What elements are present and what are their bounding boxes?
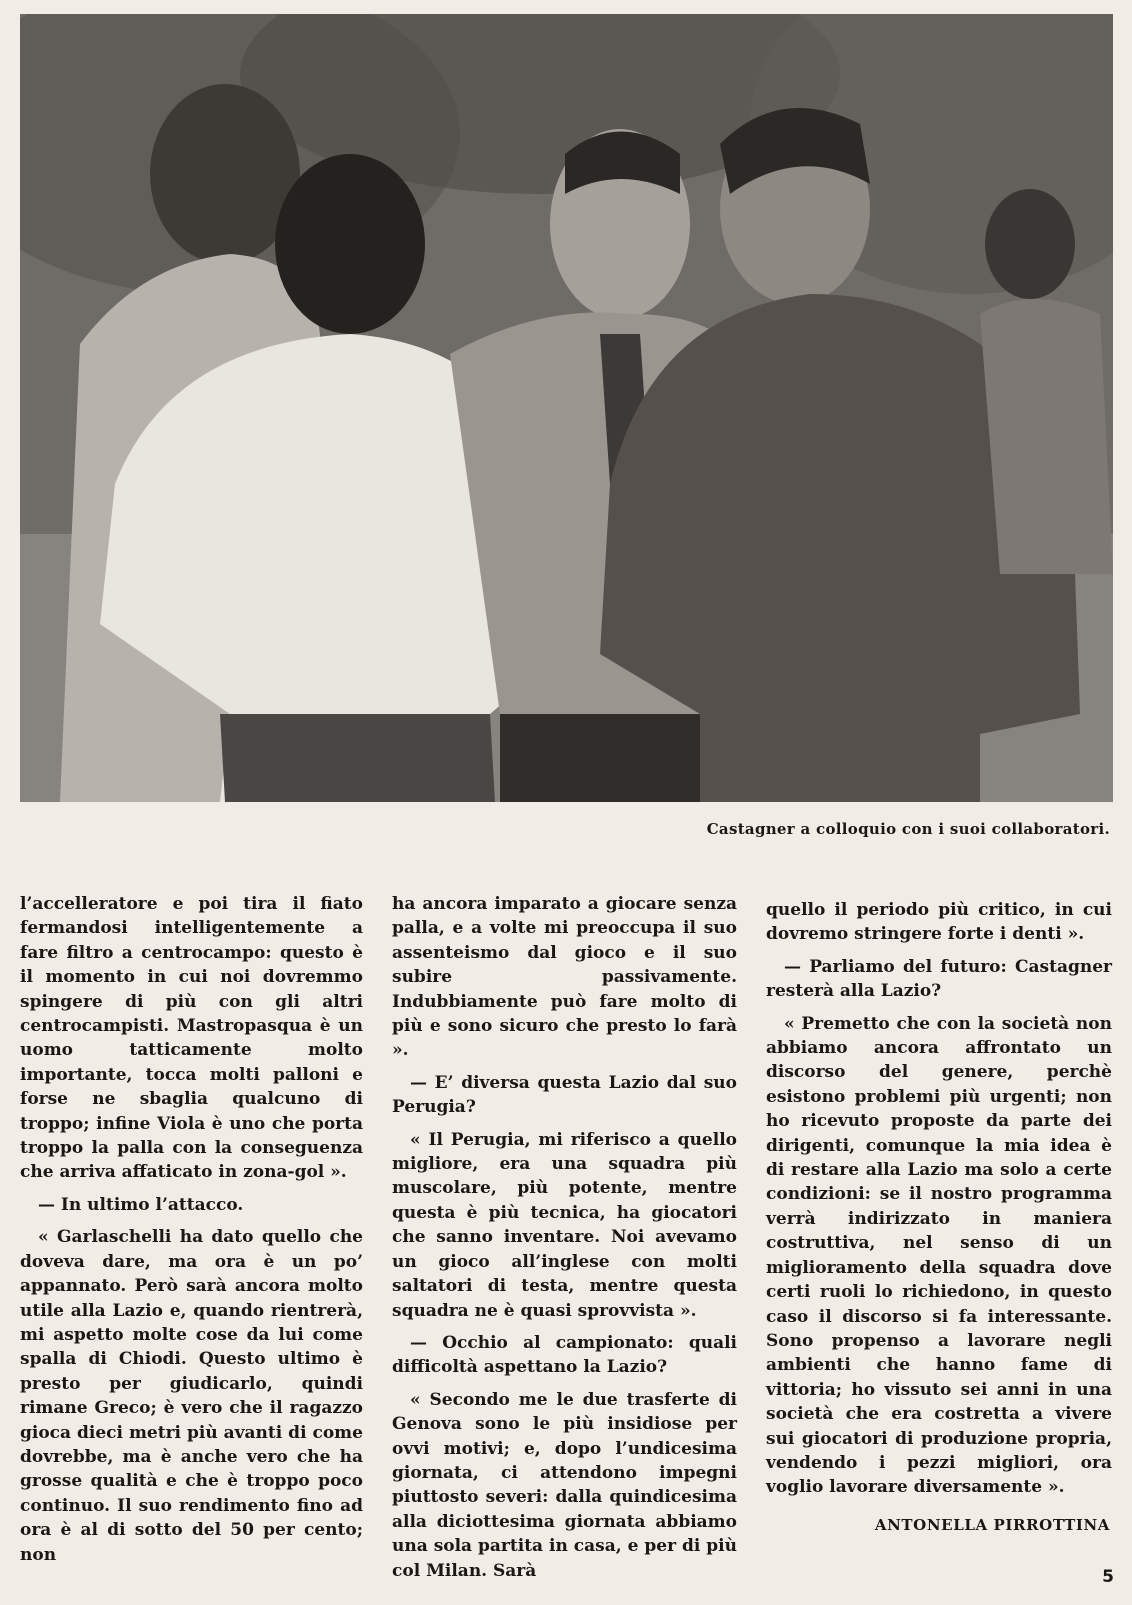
paragraph: « Secondo me le due trasferte di Genova sono le più insidiose per ovvi motivi; e, dopo l’undicesima giornata, ci attendono impegni piuttosto severi: dalla quindicesima alla diciottesima giornata abbiamo una sola partita in casa, e per di più col Milan. Sarà	[392, 1389, 737, 1581]
photo-caption: Castagner a colloquio con i suoi collaboratori.	[706, 820, 1110, 838]
page-number: 5	[1102, 1567, 1114, 1587]
article-column-3	[766, 898, 1112, 1508]
article-column-2	[392, 892, 737, 1591]
author-byline: ANTONELLA PIRROTTINA	[874, 1516, 1110, 1534]
paragraph: « Garlaschelli ha dato quello che doveva dare, ma ora è un po’ appannato. Però sarà ancora molto utile alla Lazio e, quando rientrerà, mi aspetto molte cose da lui come spalla di Chiodi. Questo ultimo è presto per giudicarlo, quindi rimane Greco; è vero che il ragazzo gioca dieci metri più avanti di come dovrebbe, ma è anche vero che ha grosse qualità e che è troppo poco continuo. Il suo rendimento fino ad ora è al di sotto del 50 per cento; non	[20, 1227, 363, 1565]
question: — In ultimo l’attacco.	[38, 1194, 244, 1215]
paragraph: l’accelleratore e poi tira il fiato fermandosi intelligentemente a fare filtro a centrocampo: questo è il momento in cui noi dovremmo spingere di più con gli altri centrocampisti. Mastropasqua è un uomo tatticamente molto importante, tocca molti palloni e forse ne sbaglia qualcuno di troppo; infine Viola è uno che porta troppo la palla con la conseguenza che arriva affaticato in zona-gol ».	[20, 894, 363, 1183]
paragraph: « Il Perugia, mi riferisco a quello migliore, era una squadra più muscolare, più potente, mentre questa è più tecnica, ha giocatori che sanno inventare. Noi avevamo un gioco all’inglese con molti saltatori di testa, mentre questa squadra ne è quasi sprovvista ».	[392, 1129, 737, 1321]
paragraph: « Premetto che con la società non abbiamo ancora affrontato un discorso del genere, perchè esistono problemi più urgenti; non ho ricevuto proposte da parte dei dirigenti, comunque la mia idea è di restare alla Lazio ma solo a certe condizioni: se il nostro programma verrà indirizzato in maniera costruttiva, nel senso di un miglioramento della squadra dove certi ruoli lo richiedono, in questo caso il discorso si fa interessante. Sono propenso a lavorare negli ambienti che hanno fame di vittoria; ho vissuto sei anni in una società che era costretta a vivere sui giocatori di produzione propria, vendendo i pezzi migliori, ora voglio lavorare diversamente ».	[766, 1013, 1112, 1498]
paragraph: ha ancora imparato a giocare senza palla, e a volte mi preoccupa il suo assenteismo dal gioco e il suo subire passivamente. Indubbiamente può fare molto di più e sono sicuro che presto lo farà ».	[392, 894, 737, 1061]
article-column-1	[20, 892, 363, 1575]
question: — Parliamo del futuro: Castagner resterà alla Lazio?	[766, 956, 1112, 1002]
question: — Occhio al campionato: quali difficoltà aspettano la Lazio?	[392, 1332, 737, 1378]
photo-illustration	[20, 14, 1113, 802]
article-photo	[20, 14, 1113, 802]
paragraph: quello il periodo più critico, in cui dovremo stringere forte i denti ».	[766, 900, 1112, 945]
question: — E’ diversa questa Lazio dal suo Perugia?	[392, 1072, 737, 1118]
